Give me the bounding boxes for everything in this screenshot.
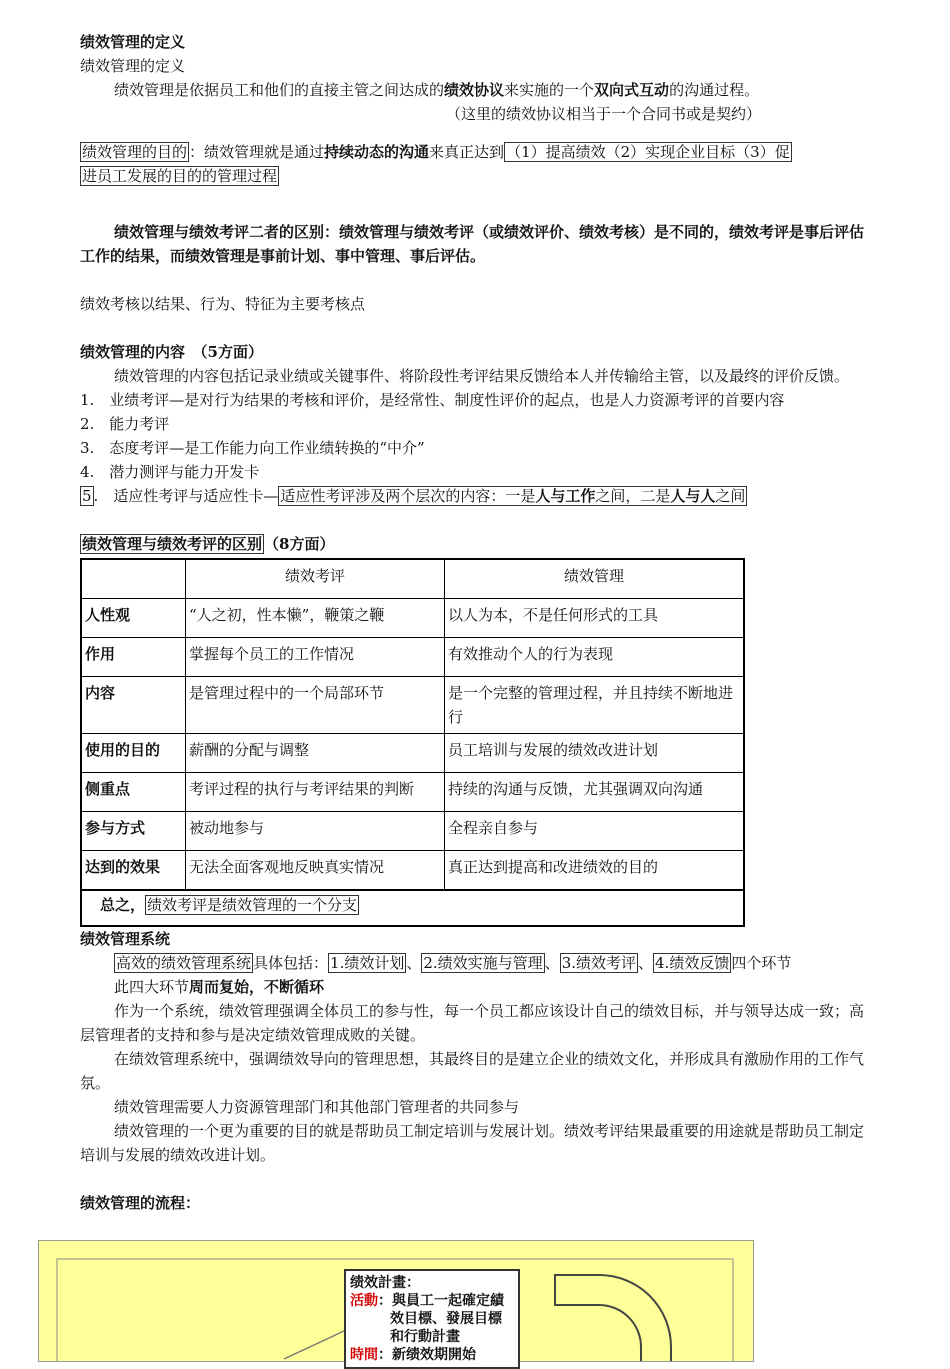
table-title-suffix: （8方面） bbox=[264, 535, 335, 553]
table-row-label: 内容 bbox=[81, 677, 186, 734]
definition-heading: 绩效管理的定义 bbox=[80, 33, 186, 51]
plan-box bbox=[344, 1269, 520, 1369]
table-cell: 全程亲自参与 bbox=[445, 812, 745, 851]
step-appraisal: 3.绩效考评 bbox=[561, 954, 636, 972]
table-cell: 薪酬的分配与调整 bbox=[186, 734, 445, 773]
content-item-5 bbox=[80, 484, 870, 508]
system-paragraph-2: 在绩效管理系统中，强调绩效导向的管理思想，其最终目的是建立企业的绩效文化，并形成具有激励作用的工作气氛。 bbox=[80, 1050, 865, 1092]
separator: 、 bbox=[406, 954, 422, 972]
plan-activity bbox=[350, 1292, 514, 1310]
activity-label: 活動 bbox=[350, 1293, 378, 1309]
table-cell: 无法全面客观地反映真实情况 bbox=[186, 851, 445, 891]
purpose-label: 绩效管理的目的 bbox=[82, 143, 188, 161]
content-item-4: 4. 潜力测评与能力开发卡 bbox=[80, 463, 260, 481]
summary-label: 总之， bbox=[100, 896, 146, 914]
table-row bbox=[81, 812, 744, 851]
system-paragraph-3: 绩效管理需要人力资源管理部门和其他部门管理者的共同参与 bbox=[114, 1098, 520, 1116]
system-cycle bbox=[80, 975, 870, 999]
definition-text: 绩效管理是依据员工和他们的直接主管之间达成的 bbox=[114, 81, 445, 99]
cycle-text: 此四大环节 bbox=[114, 978, 190, 996]
content-item-1: 1. 业绩考评—是对行为结果的考核和评价，是经常性、制度性评价的起点，也是人力资源考评的首要内容 bbox=[80, 391, 785, 409]
purpose-goals-box-cont: 进员工发展的目的的管理过程 bbox=[82, 167, 278, 185]
cycle-bold: 周而复始，不断循环 bbox=[189, 978, 325, 996]
content-heading: 绩效管理的内容 （5方面） bbox=[80, 343, 263, 361]
system-text: 具体包括： bbox=[253, 954, 329, 972]
adaptability-text: 适应性考评涉及两个层次的内容：一是 bbox=[280, 487, 536, 505]
table-row bbox=[81, 638, 744, 677]
table-header-cell: 绩效考评 bbox=[186, 559, 445, 599]
table-cell: “人之初，性本懒”，鞭策之鞭 bbox=[186, 599, 445, 638]
table-row bbox=[81, 677, 744, 734]
table-cell: 有效推动个人的行为表现 bbox=[445, 638, 745, 677]
table-cell: 考评过程的执行与考评结果的判断 bbox=[186, 773, 445, 812]
step-feedback: 4.绩效反馈 bbox=[655, 954, 730, 972]
definition-note: （这里的绩效协议相当于一个合同书或是契约） bbox=[446, 105, 762, 123]
adaptability-text: 之间 bbox=[715, 487, 746, 505]
system-steps bbox=[80, 951, 870, 975]
content-item-3: 3. 态度考评—是工作能力向工作业绩转换的“中介” bbox=[80, 439, 425, 457]
table-title-text: 绩效管理与绩效考评的区别 bbox=[82, 535, 263, 553]
definition-text: 来实施的一个 bbox=[504, 81, 595, 99]
table-cell: 持续的沟通与反馈，尤其强调双向沟通 bbox=[445, 773, 745, 812]
table-row-label: 参与方式 bbox=[81, 812, 186, 851]
table-summary-row bbox=[81, 890, 744, 926]
content-item-5-number: 5 bbox=[82, 487, 92, 505]
activity-text: 和行動計畫 bbox=[390, 1329, 460, 1345]
time-text: ：新绩效期開始 bbox=[378, 1347, 476, 1363]
table-row-label: 使用的目的 bbox=[81, 734, 186, 773]
activity-text: ：與員工一起確定績 bbox=[378, 1293, 504, 1309]
content-item-5-text: . 适应性考评与适应性卡— bbox=[93, 487, 279, 505]
table-row bbox=[81, 599, 744, 638]
table-row-label: 侧重点 bbox=[81, 773, 186, 812]
system-intro-box: 高效的绩效管理系统 bbox=[116, 954, 252, 972]
table-row bbox=[81, 851, 744, 891]
system-paragraph-1: 作为一个系统，绩效管理强调全体员工的参与性，每一个员工都应该设计自己的绩效目标，并与领导达成一致；高层管理者的支持和参与是决定绩效管理成败的关键。 bbox=[80, 1002, 865, 1044]
table-row-label: 作用 bbox=[81, 638, 186, 677]
purpose-goals-box: （1）提高绩效（2）实现企业目标（3）促 bbox=[506, 143, 790, 161]
content-item-2: 2. 能力考评 bbox=[80, 415, 170, 433]
system-paragraph-4: 绩效管理的一个更为重要的目的就是帮助员工制定培训与发展计划。绩效考评结果最重要的用途就是帮助员工制定培训与发展的绩效改进计划。 bbox=[80, 1122, 865, 1164]
difference-paragraph: 绩效管理与绩效考评二者的区别：绩效管理与绩效考评（或绩效评价、绩效考核）是不同的，绩效考评是事后评估工作的结果，而绩效管理是事前计划、事中管理、事后评估。 bbox=[80, 223, 865, 265]
definition-bold-agreement: 绩效协议 bbox=[444, 81, 505, 99]
purpose-paragraph bbox=[80, 140, 870, 188]
separator: 、 bbox=[638, 954, 654, 972]
plan-box-title: 绩效計畫： bbox=[350, 1275, 420, 1291]
cycle-arrow-icon bbox=[555, 1275, 671, 1361]
plan-time bbox=[350, 1346, 514, 1364]
summary-text: 绩效考评是绩效管理的一个分支 bbox=[147, 896, 358, 914]
table-summary-cell bbox=[81, 890, 744, 926]
table-row bbox=[81, 734, 744, 773]
step-plan: 1.绩效计划 bbox=[330, 954, 405, 972]
system-heading: 绩效管理系统 bbox=[80, 930, 171, 948]
table-row-label: 人性观 bbox=[81, 599, 186, 638]
table-cell: 真正达到提高和改进绩效的目的 bbox=[445, 851, 745, 891]
table-cell: 掌握每个员工的工作情况 bbox=[186, 638, 445, 677]
table-row bbox=[81, 773, 744, 812]
table-cell: 员工培训与发展的绩效改进计划 bbox=[445, 734, 745, 773]
table-title bbox=[80, 532, 870, 556]
table-header-cell: 绩效管理 bbox=[445, 559, 745, 599]
content-intro: 绩效管理的内容包括记录业绩或关键事件、将阶段性考评结果反馈给本人并传输给主管，以及最终的评价反馈。 bbox=[114, 367, 850, 385]
adaptability-text: 之间，二是 bbox=[595, 487, 671, 505]
purpose-bold: 持续动态的沟通 bbox=[324, 143, 430, 161]
adaptability-box bbox=[278, 486, 747, 506]
purpose-text: 来真正达到 bbox=[429, 143, 505, 161]
table-cell: 是一个完整的管理过程，并且持续不断地进行 bbox=[445, 677, 745, 734]
separator: 、 bbox=[544, 954, 560, 972]
step-implementation: 2.绩效实施与管理 bbox=[423, 954, 543, 972]
system-text: 四个环节 bbox=[731, 954, 792, 972]
definition-subheading: 绩效管理的定义 bbox=[80, 57, 186, 75]
definition-paragraph bbox=[80, 78, 870, 102]
assessment-points: 绩效考核以结果、行为、特征为主要考核点 bbox=[80, 295, 366, 313]
table-cell: 以人为本，不是任何形式的工具 bbox=[445, 599, 745, 638]
definition-text: 的沟通过程。 bbox=[669, 81, 760, 99]
comparison-table bbox=[80, 558, 745, 927]
table-row-label: 达到的效果 bbox=[81, 851, 186, 891]
purpose-text: ：绩效管理就是通过 bbox=[189, 143, 325, 161]
document-body bbox=[80, 30, 870, 1215]
time-label: 時間 bbox=[350, 1347, 378, 1363]
table-cell: 是管理过程中的一个局部环节 bbox=[186, 677, 445, 734]
flow-connector bbox=[284, 1331, 344, 1359]
activity-text: 效目標、發展目標 bbox=[390, 1311, 502, 1327]
table-header-row bbox=[81, 559, 744, 599]
adaptability-bold-people: 人与人 bbox=[670, 487, 716, 505]
adaptability-bold-work: 人与工作 bbox=[535, 487, 596, 505]
table-cell: 被动地参与 bbox=[186, 812, 445, 851]
process-heading: 绩效管理的流程： bbox=[80, 1194, 201, 1212]
definition-bold-interaction: 双向式互动 bbox=[594, 81, 670, 99]
table-header-cell bbox=[81, 559, 186, 599]
